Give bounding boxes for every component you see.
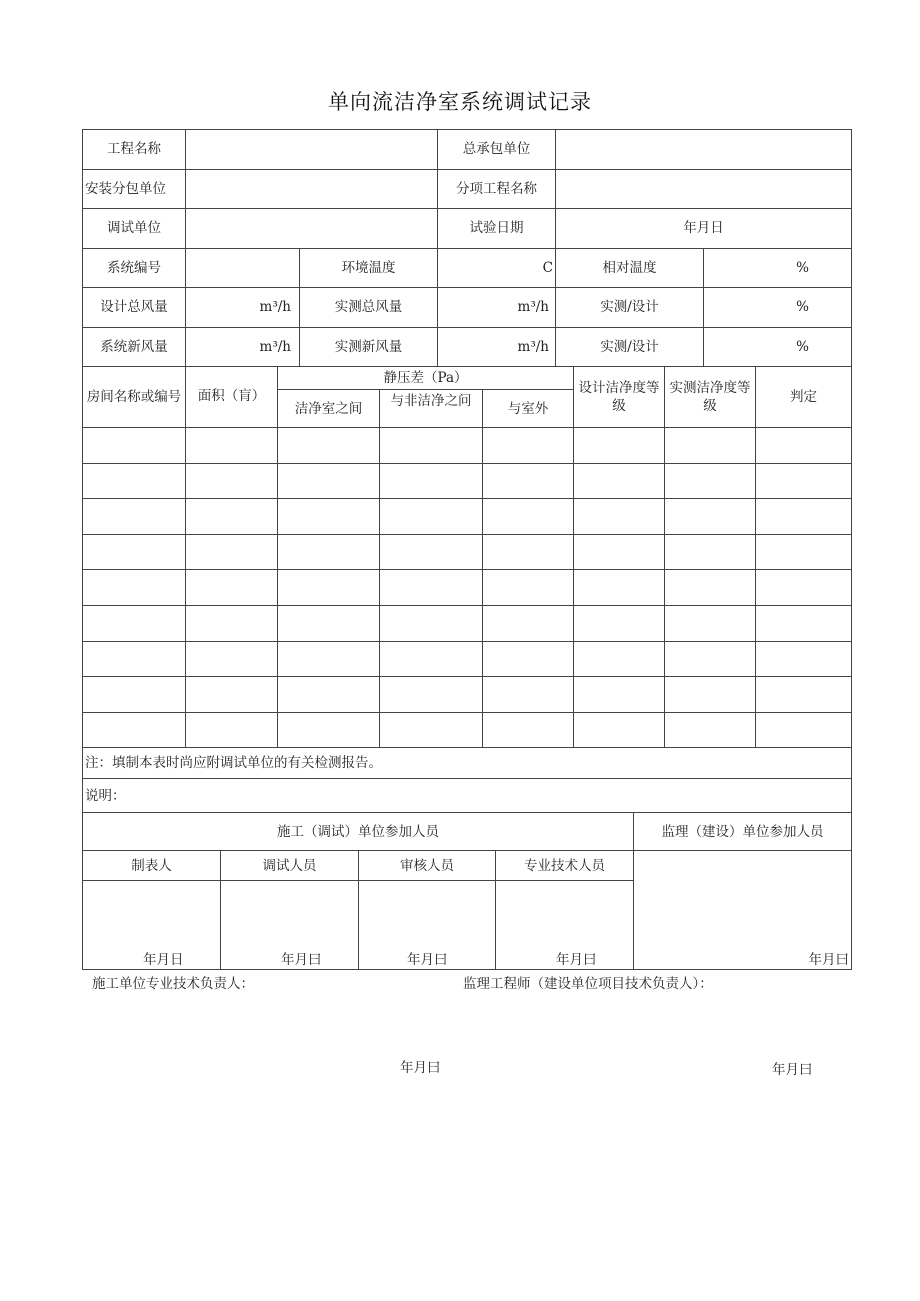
- technician-label: 专业技术人员: [496, 851, 634, 881]
- grid-cell[interactable]: [83, 570, 186, 606]
- sub-project-label: 分项工程名称: [438, 169, 556, 209]
- grid-cell[interactable]: [574, 605, 665, 641]
- grid-cell[interactable]: [83, 428, 186, 464]
- construction-head-label: 施工单位专业技术负责人：: [92, 976, 254, 992]
- grid-cell[interactable]: [83, 534, 186, 570]
- grid-cell[interactable]: [756, 570, 852, 606]
- grid-cell[interactable]: [483, 712, 574, 748]
- table-row: [83, 605, 852, 641]
- grid-cell[interactable]: [756, 712, 852, 748]
- grid-cell[interactable]: [665, 605, 756, 641]
- grid-cell[interactable]: [186, 677, 278, 713]
- grid-cell[interactable]: [574, 677, 665, 713]
- grid-cell[interactable]: [380, 428, 483, 464]
- table-row: [83, 712, 852, 748]
- preparer-signature-area[interactable]: [83, 881, 221, 970]
- grid-cell[interactable]: [665, 499, 756, 535]
- grid-cell[interactable]: [483, 641, 574, 677]
- grid-cell[interactable]: [756, 605, 852, 641]
- supervision-personnel-header: 监理（建设）单位参加人员: [634, 813, 852, 851]
- sub-project-field[interactable]: [556, 169, 852, 209]
- grid-cell[interactable]: [83, 677, 186, 713]
- grid-cell[interactable]: [574, 463, 665, 499]
- test-date-label: 试验日期: [438, 209, 556, 249]
- grid-cell[interactable]: [483, 499, 574, 535]
- with-nonclean-column-header: 与非洁净之问: [380, 390, 483, 428]
- grid-cell[interactable]: [574, 570, 665, 606]
- grid-cell[interactable]: [380, 463, 483, 499]
- grid-cell[interactable]: [380, 641, 483, 677]
- table-row: [83, 534, 852, 570]
- grid-cell[interactable]: [186, 570, 278, 606]
- project-name-label: 工程名称: [83, 130, 186, 170]
- ambient-temp-label: 环境温度: [300, 248, 438, 288]
- grid-cell[interactable]: [574, 641, 665, 677]
- reviewer-date: 年月曰: [407, 952, 448, 969]
- supervisor-label: 监理工程师（建设单位项目技术负责人）：: [463, 976, 713, 992]
- grid-cell[interactable]: [483, 605, 574, 641]
- table-row: [83, 677, 852, 713]
- grid-cell[interactable]: [483, 428, 574, 464]
- system-no-label: 系统编号: [83, 248, 186, 288]
- ratio-field-2[interactable]: %: [704, 327, 852, 367]
- grid-cell[interactable]: [665, 641, 756, 677]
- install-subcontractor-label: 安装分包单位: [83, 169, 186, 209]
- grid-cell[interactable]: [186, 534, 278, 570]
- relative-humidity-field[interactable]: %: [704, 248, 852, 288]
- header-info-table: [82, 129, 852, 367]
- grid-cell[interactable]: [665, 534, 756, 570]
- technician-date: 年月曰: [556, 952, 597, 969]
- design-total-air-field[interactable]: m³/h: [186, 288, 300, 328]
- grid-cell[interactable]: [278, 712, 380, 748]
- construction-head-date: 年月曰: [400, 1060, 441, 1076]
- system-no-field[interactable]: [186, 248, 300, 288]
- measurement-grid: [82, 366, 852, 813]
- grid-cell[interactable]: [278, 677, 380, 713]
- judgment-column-header: 判定: [756, 367, 852, 428]
- grid-cell[interactable]: [665, 570, 756, 606]
- grid-cell[interactable]: [278, 534, 380, 570]
- grid-cell[interactable]: [380, 499, 483, 535]
- grid-cell[interactable]: [380, 712, 483, 748]
- grid-cell[interactable]: [83, 463, 186, 499]
- grid-cell[interactable]: [278, 463, 380, 499]
- grid-cell[interactable]: [186, 428, 278, 464]
- ratio-label-1: 实测/设计: [556, 288, 704, 328]
- room-column-header: 房间名称或编号: [83, 367, 186, 428]
- table-row: [83, 463, 852, 499]
- reviewer-signature-area[interactable]: [359, 881, 496, 970]
- system-fresh-air-field[interactable]: m³/h: [186, 327, 300, 367]
- grid-cell[interactable]: [278, 428, 380, 464]
- test-date-field[interactable]: 年月日: [556, 209, 852, 249]
- general-contractor-label: 总承包单位: [438, 130, 556, 170]
- system-fresh-air-label: 系统新风量: [83, 327, 186, 367]
- preparer-label: 制表人: [83, 851, 221, 881]
- grid-cell[interactable]: [186, 499, 278, 535]
- commissioner-label: 调试人员: [221, 851, 359, 881]
- grid-cell[interactable]: [665, 677, 756, 713]
- construction-personnel-header: 施工（调试）单位参加人员: [83, 813, 634, 851]
- measured-total-air-label: 实测总风量: [300, 288, 438, 328]
- grid-cell[interactable]: [186, 712, 278, 748]
- with-outdoor-column-header: 与室外: [483, 390, 574, 428]
- grid-cell[interactable]: [756, 677, 852, 713]
- design-total-air-label: 设计总风量: [83, 288, 186, 328]
- table-row: [83, 428, 852, 464]
- measured-fresh-air-field[interactable]: m³/h: [438, 327, 556, 367]
- grid-cell[interactable]: [483, 570, 574, 606]
- grid-cell[interactable]: [665, 463, 756, 499]
- grid-cell[interactable]: [83, 712, 186, 748]
- grid-cell[interactable]: [380, 677, 483, 713]
- grid-cell[interactable]: [186, 605, 278, 641]
- technician-signature-area[interactable]: [496, 881, 634, 970]
- grid-cell[interactable]: [483, 534, 574, 570]
- grid-cell[interactable]: [278, 499, 380, 535]
- grid-cell[interactable]: [278, 605, 380, 641]
- supervision-date: 年月曰: [808, 952, 849, 969]
- grid-cell[interactable]: [380, 534, 483, 570]
- measured-class-column-header: 实测洁净度等级: [665, 367, 756, 428]
- grid-cell[interactable]: [186, 641, 278, 677]
- preparer-date: 年月日: [143, 952, 184, 969]
- grid-cell[interactable]: [665, 428, 756, 464]
- grid-cell[interactable]: [380, 605, 483, 641]
- grid-cell[interactable]: [83, 499, 186, 535]
- commissioner-signature-area[interactable]: [221, 881, 359, 970]
- table-row: [83, 499, 852, 535]
- supervision-signature-area[interactable]: [634, 851, 852, 970]
- grid-cell[interactable]: [756, 463, 852, 499]
- table-row: [83, 641, 852, 677]
- table-row: [83, 570, 852, 606]
- design-class-column-header: 设计洁净度等级: [574, 367, 665, 428]
- document-title: 单向流洁净室系统调试记录: [328, 90, 592, 114]
- grid-cell[interactable]: [574, 499, 665, 535]
- grid-cell[interactable]: [483, 463, 574, 499]
- grid-cell[interactable]: [483, 677, 574, 713]
- supervisor-date: 年月曰: [772, 1062, 813, 1078]
- record-form: [82, 129, 851, 970]
- ambient-temp-field[interactable]: C: [438, 248, 556, 288]
- project-name-field[interactable]: [186, 130, 438, 170]
- general-contractor-field[interactable]: [556, 130, 852, 170]
- ratio-label-2: 实测/设计: [556, 327, 704, 367]
- commissioning-unit-label: 调试单位: [83, 209, 186, 249]
- grid-cell[interactable]: [574, 712, 665, 748]
- grid-cell[interactable]: [83, 641, 186, 677]
- grid-cell[interactable]: [756, 428, 852, 464]
- grid-cell[interactable]: [83, 605, 186, 641]
- grid-cell[interactable]: [574, 534, 665, 570]
- area-column-header: 面积（肓）: [186, 367, 278, 428]
- note-text: 注：填制本表时尚应附调试单位的有关检测报告。: [83, 748, 852, 779]
- between-clean-column-header: 洁净室之间: [278, 390, 380, 428]
- measured-total-air-field[interactable]: m³/h: [438, 288, 556, 328]
- grid-cell[interactable]: [756, 641, 852, 677]
- static-pressure-group-header: 静压差（Pa）: [278, 367, 574, 390]
- ratio-field-1[interactable]: %: [704, 288, 852, 328]
- grid-cell[interactable]: [186, 463, 278, 499]
- grid-cell[interactable]: [574, 428, 665, 464]
- commissioner-date: 年月曰: [281, 952, 322, 969]
- grid-cell[interactable]: [756, 534, 852, 570]
- grid-body: [83, 428, 852, 748]
- install-subcontractor-field[interactable]: [186, 169, 438, 209]
- grid-cell[interactable]: [278, 570, 380, 606]
- relative-humidity-label: 相对温度: [556, 248, 704, 288]
- grid-cell[interactable]: [665, 712, 756, 748]
- grid-cell[interactable]: [756, 499, 852, 535]
- remark-label: 说明：: [83, 779, 852, 813]
- signature-table: [82, 812, 852, 970]
- grid-cell[interactable]: [278, 641, 380, 677]
- measured-fresh-air-label: 实测新风量: [300, 327, 438, 367]
- reviewer-label: 审核人员: [359, 851, 496, 881]
- commissioning-unit-field[interactable]: [186, 209, 438, 249]
- grid-cell[interactable]: [380, 570, 483, 606]
